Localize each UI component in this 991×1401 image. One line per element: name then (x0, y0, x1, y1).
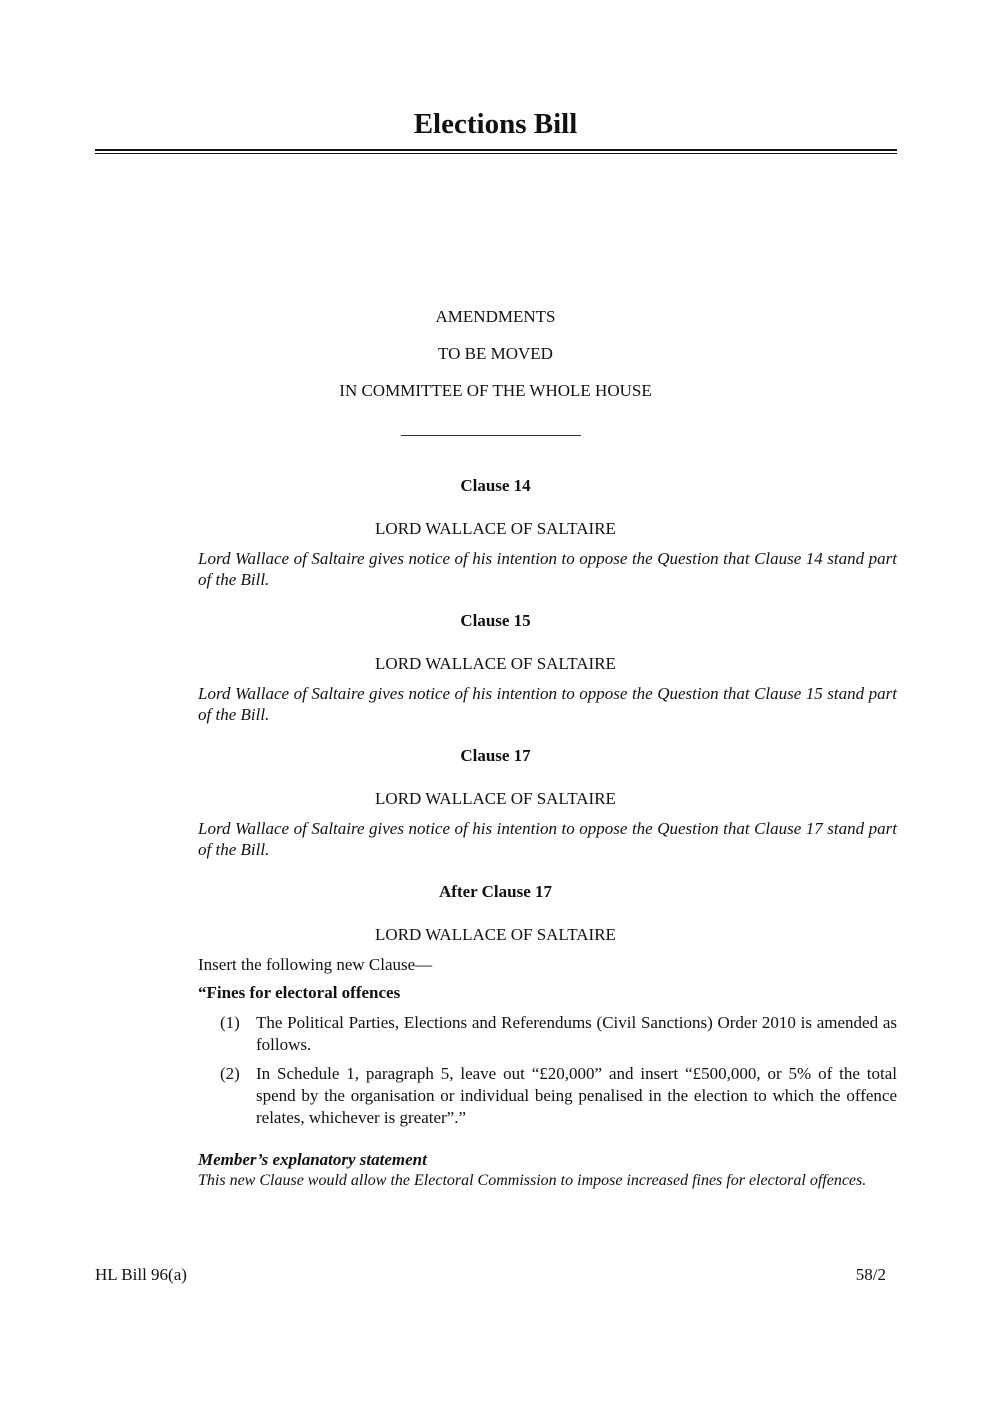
clause-heading: Clause 17 (460, 746, 531, 765)
intro-line-3: IN COMMITTEE OF THE WHOLE HOUSE (339, 381, 652, 400)
subsection-number: (2) (220, 1064, 240, 1083)
title-rule (95, 149, 897, 151)
member-name: LORD WALLACE OF SALTAIRE (375, 654, 616, 673)
statement-heading: Member’s explanatory statement (198, 1150, 427, 1169)
clause-heading: Clause 14 (460, 476, 531, 495)
bill-reference: HL Bill 96(a) (95, 1265, 187, 1284)
document-title: Elections Bill (413, 108, 578, 140)
intro-line-1: AMENDMENTS (435, 307, 556, 326)
member-name: LORD WALLACE OF SALTAIRE (375, 925, 616, 944)
notice-text: Lord Wallace of Saltaire gives notice of his intention to oppose the Question that Clause 14 stand part of the Bill. (198, 549, 897, 589)
subsection-number: (1) (220, 1013, 240, 1032)
subsection-text: The Political Parties, Elections and Referendums (Civil Sanctions) Order 2010 is amended as follows. (256, 1013, 897, 1054)
page-reference: 58/2 (855, 1265, 886, 1284)
clause-heading: Clause 15 (460, 611, 531, 630)
member-name: LORD WALLACE OF SALTAIRE (375, 519, 616, 538)
member-name: LORD WALLACE OF SALTAIRE (375, 789, 616, 808)
notice-text: Lord Wallace of Saltaire gives notice of his intention to oppose the Question that Clause 17 stand part of the Bill. (198, 819, 897, 859)
title-rule-thin (95, 153, 897, 154)
statement-text: This new Clause would allow the Electoral Commission to impose increased fines for electoral offences. (198, 1172, 867, 1189)
subsection (220, 1063, 897, 1129)
new-clause-title: “Fines for electoral offences (198, 983, 401, 1002)
subsection (220, 1012, 897, 1056)
instruction-text: Insert the following new Clause— (198, 955, 433, 974)
intro-line-2: TO BE MOVED (438, 344, 553, 363)
notice-text: Lord Wallace of Saltaire gives notice of his intention to oppose the Question that Clause 15 stand part of the Bill. (198, 684, 897, 724)
divider (401, 435, 581, 436)
clause-heading: After Clause 17 (439, 882, 552, 901)
subsection-text: In Schedule 1, paragraph 5, leave out “£20,000” and insert “£500,000, or 5% of the total spend by the organisation or individual being penalised in the election to which the offence relates, whichever is greater”.” (256, 1064, 897, 1127)
